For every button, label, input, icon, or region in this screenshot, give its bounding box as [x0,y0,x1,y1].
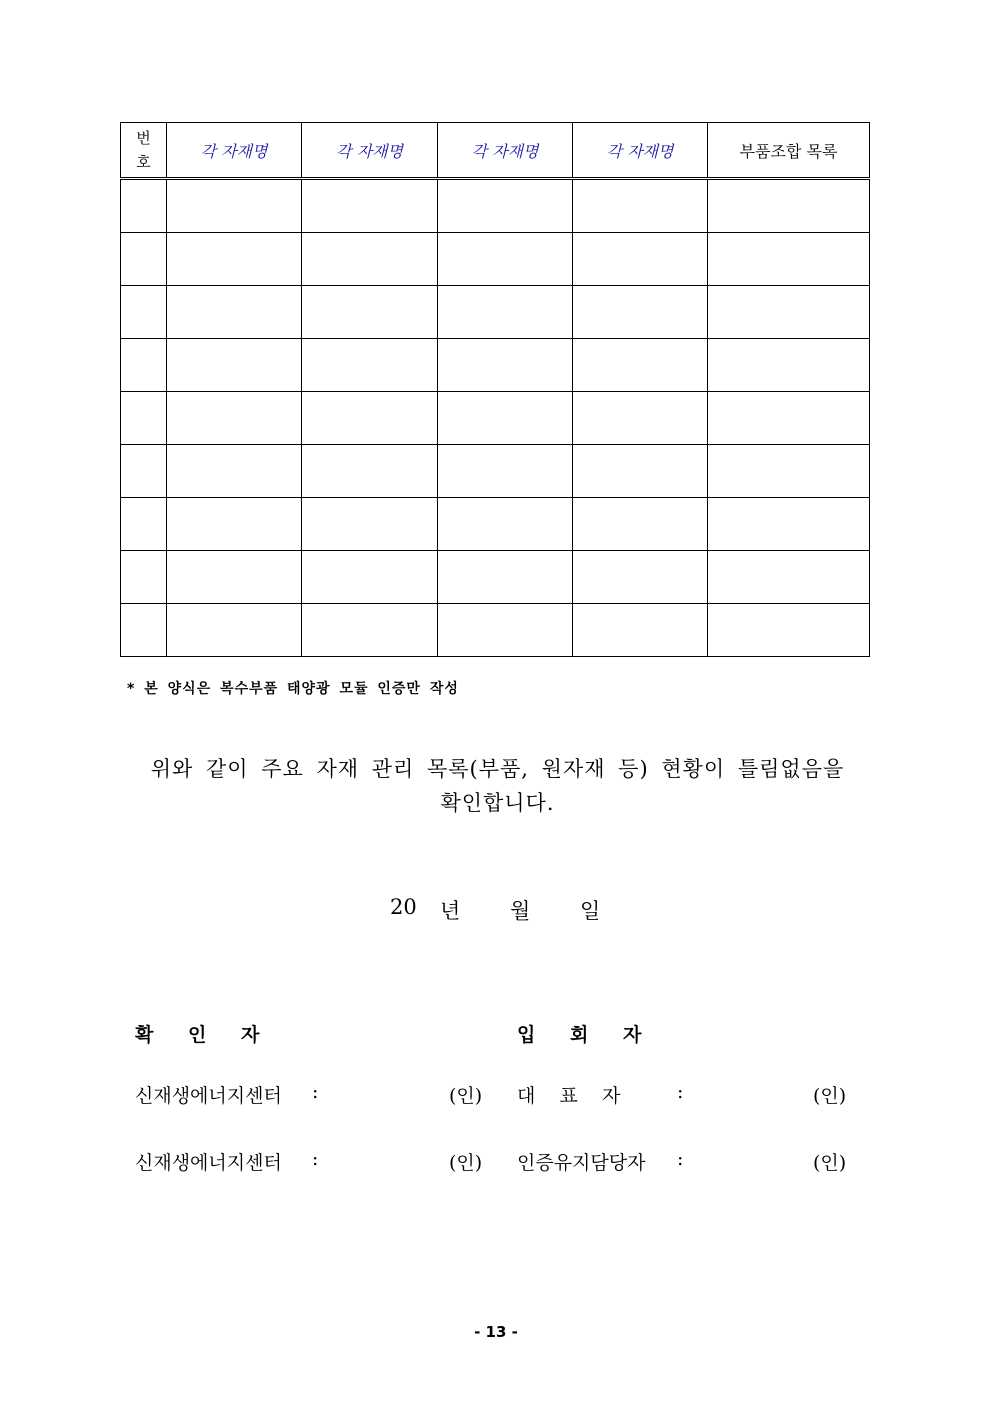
table-cell[interactable] [708,233,870,286]
header-number-char: 번 [136,129,151,147]
confirmer-2-label: 신재생에너지센터 [135,1152,282,1174]
table-cell[interactable] [167,179,302,233]
table-cell[interactable] [302,604,438,657]
confirmer-heading: 확 인 자 [135,1024,274,1046]
date-day-unit: 일 [580,899,601,923]
table-cell[interactable] [573,339,708,392]
witness-2-seal: (인) [813,1152,847,1174]
confirmer-1-label: 신재생에너지센터 [135,1085,282,1107]
table-cell[interactable] [573,551,708,604]
table-cell[interactable] [573,392,708,445]
table-cell[interactable] [167,445,302,498]
table-cell[interactable] [167,498,302,551]
material-table-container [120,122,869,657]
table-row [121,233,870,286]
table-cell[interactable] [121,604,167,657]
date-month-unit: 월 [510,899,531,923]
table-cell[interactable] [167,551,302,604]
witness-2-colon: : [677,1148,684,1170]
table-body [121,179,870,657]
page-number: - 13 - [474,1323,518,1341]
table-header-row [121,123,870,179]
table-cell[interactable] [438,392,573,445]
table-cell[interactable] [708,392,870,445]
table-cell[interactable] [438,286,573,339]
table-row [121,445,870,498]
table-cell[interactable] [438,339,573,392]
table-cell[interactable] [708,445,870,498]
witness-1-colon: : [677,1081,684,1103]
witness-2-label: 인증유지담당자 [517,1152,646,1174]
table-cell[interactable] [573,286,708,339]
date-year-unit: 년 [440,899,461,923]
table-cell[interactable] [708,551,870,604]
table-cell[interactable] [573,445,708,498]
table-row [121,286,870,339]
table-row [121,339,870,392]
table-cell[interactable] [708,498,870,551]
header-material-name: 각 자재명 [167,123,302,179]
table-row [121,179,870,233]
table-cell[interactable] [438,179,573,233]
table-cell[interactable] [438,445,573,498]
table-cell[interactable] [438,551,573,604]
table-cell[interactable] [438,498,573,551]
table-cell[interactable] [573,179,708,233]
table-row [121,498,870,551]
witness-1-label: 대 표 자 [517,1085,621,1107]
table-cell[interactable] [708,604,870,657]
table-row [121,392,870,445]
table-cell[interactable] [167,286,302,339]
table-cell[interactable] [121,498,167,551]
confirmer-2-seal: (인) [449,1152,483,1174]
header-material-name: 각 자재명 [573,123,708,179]
table-cell[interactable] [167,339,302,392]
table-cell[interactable] [573,498,708,551]
table-cell[interactable] [302,445,438,498]
table-cell[interactable] [302,233,438,286]
table-cell[interactable] [121,286,167,339]
date-year: 20 [390,895,417,919]
table-cell[interactable] [121,179,167,233]
table-cell[interactable] [167,604,302,657]
confirmer-1-seal: (인) [449,1085,483,1107]
table-cell[interactable] [438,233,573,286]
form-note: * 본 양식은 복수부품 태양광 모듈 인증만 작성 [127,681,459,697]
confirmer-1-colon: : [312,1081,319,1103]
header-number [121,123,167,179]
table-row [121,551,870,604]
table-cell[interactable] [121,339,167,392]
table-cell[interactable] [573,233,708,286]
witness-1-seal: (인) [813,1085,847,1107]
header-material-name: 각 자재명 [438,123,573,179]
table-cell[interactable] [121,392,167,445]
table-cell[interactable] [302,339,438,392]
witness-heading: 입 회 자 [517,1024,656,1046]
table-cell[interactable] [302,392,438,445]
confirmation-line-2: 확인합니다. [440,791,555,815]
table-cell[interactable] [121,445,167,498]
table-cell[interactable] [708,179,870,233]
table-cell[interactable] [438,604,573,657]
table-cell[interactable] [708,339,870,392]
header-parts-combination: 부품조합 목록 [708,123,870,179]
confirmation-statement [120,752,875,820]
table-row [121,604,870,657]
table-cell[interactable] [121,233,167,286]
table-cell[interactable] [302,286,438,339]
table-cell[interactable] [708,286,870,339]
confirmation-line-1: 위와 같이 주요 자재 관리 목록(부품, 원자재 등) 현황이 틀림없음을 [150,757,845,781]
table-cell[interactable] [302,179,438,233]
table-cell[interactable] [167,392,302,445]
table-cell[interactable] [573,604,708,657]
header-number-char: 호 [136,153,151,171]
table-cell[interactable] [167,233,302,286]
confirmer-2-colon: : [312,1148,319,1170]
header-material-name: 각 자재명 [302,123,438,179]
table-cell[interactable] [121,551,167,604]
table-cell[interactable] [302,551,438,604]
table-cell[interactable] [302,498,438,551]
material-table [120,122,870,657]
